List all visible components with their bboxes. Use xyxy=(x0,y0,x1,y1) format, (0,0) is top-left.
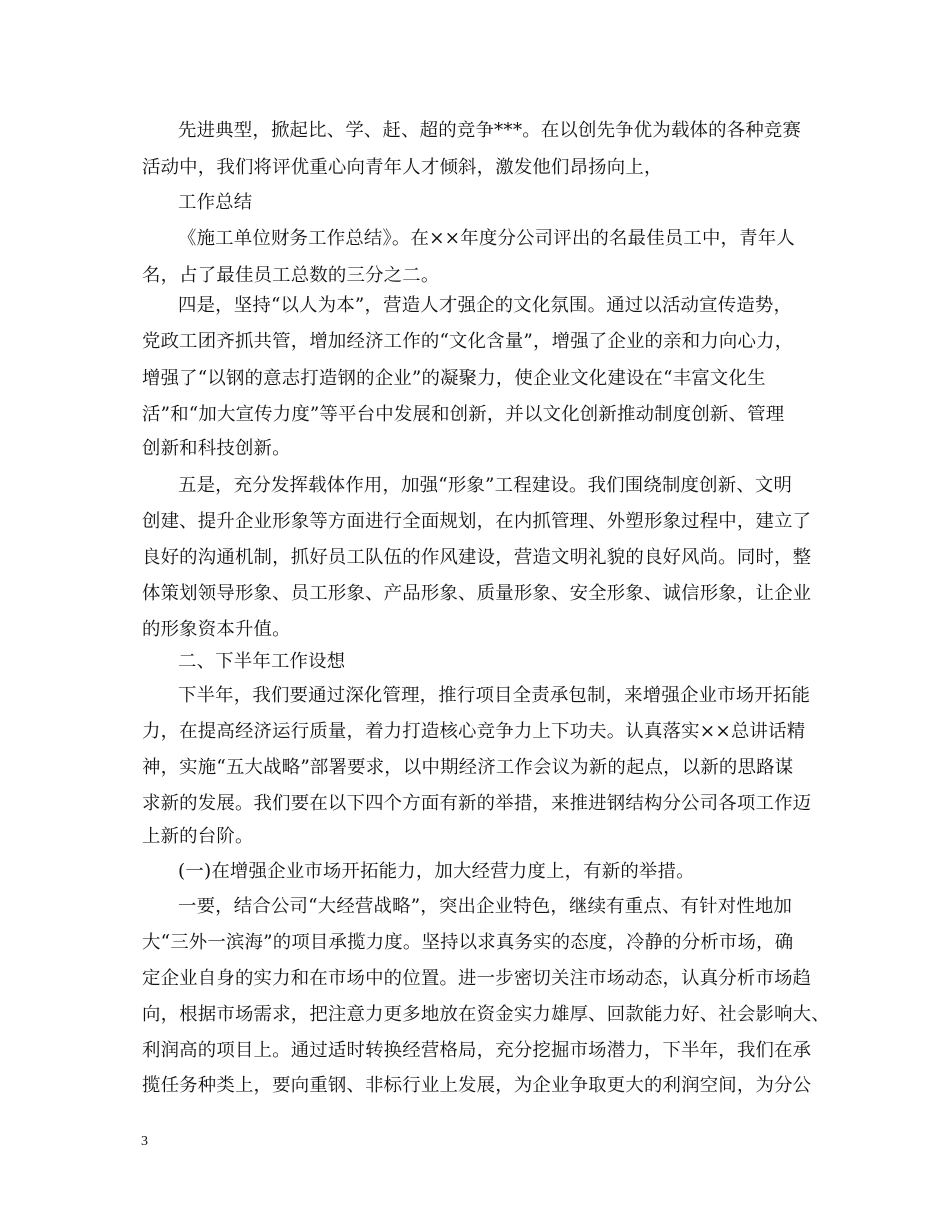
text-line: 定企业自身的实力和在市场中的位置。进一步密切关注市场动态，认真分析市场趋 xyxy=(142,968,812,989)
text-line: 良好的沟通机制，抓好员工队伍的作风建设，营造文明礼貌的良好风尚。同时，整 xyxy=(142,547,812,568)
text-line: 创新和科技创新。 xyxy=(142,438,291,459)
text-line: 力，在提高经济运行质量，着力打造核心竞争力上下功夫。认真落实××总讲话精 xyxy=(142,721,806,742)
text-line: 揽任务种类上，要向重钢、非标行业上发展，为企业争取更大的利润空间，为分公 xyxy=(142,1075,812,1096)
text-line: 体策划领导形象、员工形象、产品形象、质量形象、安全形象、诚信形象，让企业 xyxy=(142,583,812,604)
page-number: 3 xyxy=(141,1134,148,1149)
text-line: 神，实施“五大战略”部署要求，以中期经济工作会议为新的起点，以新的思路谋 xyxy=(142,757,794,778)
subsection-heading: (一)在增强企业市场开拓能力，加大经营力度上，有新的举措。 xyxy=(178,861,695,882)
text-line: 向，根据市场需求，把注意力更多地放在资金实力雄厚、回款能力好、社会影响大、 xyxy=(142,1004,830,1025)
text-line: 活动中，我们将评优重心向青年人才倾斜，激发他们昂扬向上， xyxy=(142,157,663,178)
text-line: 的形象资本升值。 xyxy=(142,619,291,640)
text-line: 《施工单位财务工作总结》。在××年度分公司评出的名最佳员工中，青年人 xyxy=(178,228,795,249)
text-line: 五是，充分发挥载体作用，加强“形象”工程建设。我们围绕制度创新、文明 xyxy=(178,475,793,496)
section-heading: 工作总结 xyxy=(178,192,253,213)
text-line: 增强了“以钢的意志打造钢的企业”的凝聚力，使企业文化建设在“丰富文化生 xyxy=(142,368,766,389)
text-line: 创建、提升企业形象等方面进行全面规划，在内抓管理、外塑形象过程中，建立了 xyxy=(142,511,812,532)
text-line: 求新的发展。我们要在以下四个方面有新的举措，来推进钢结构分公司各项工作迈 xyxy=(142,793,812,814)
text-line: 一要，结合公司“大经营战略”，突出企业特色，继续有重点、有针对性地加 xyxy=(178,896,793,917)
text-line: 上新的台阶。 xyxy=(142,826,254,847)
text-line: 党政工团齐抓共管，增加经济工作的“文化含量”，增强了企业的亲和力向心力， xyxy=(142,331,794,352)
text-line: 大“三外一滨海”的项目承揽力度。坚持以求真务实的态度，冷静的分析市场，确 xyxy=(142,932,794,953)
text-line: 下半年，我们要通过深化管理，推行项目全责承包制，来增强企业市场开拓能 xyxy=(178,685,811,706)
text-line: 名，占了最佳员工总数的三分之二。 xyxy=(142,265,440,286)
text-line: 活”和“加大宣传力度”等平台中发展和创新，并以文化创新推动制度创新、管理 xyxy=(142,404,785,425)
section-heading: 二、下半年工作设想 xyxy=(178,651,346,672)
text-line: 四是，坚持“以人为本”，营造人才强企的文化氛围。通过以活动宣传造势， xyxy=(178,295,793,316)
text-line: 利润高的项目上。通过适时转换经营格局，充分挖掘市场潜力，下半年，我们在承 xyxy=(142,1040,812,1061)
text-line: 先进典型，掀起比、学、赶、超的竞争***。在以创先争优为载体的各种竞赛 xyxy=(178,120,802,141)
